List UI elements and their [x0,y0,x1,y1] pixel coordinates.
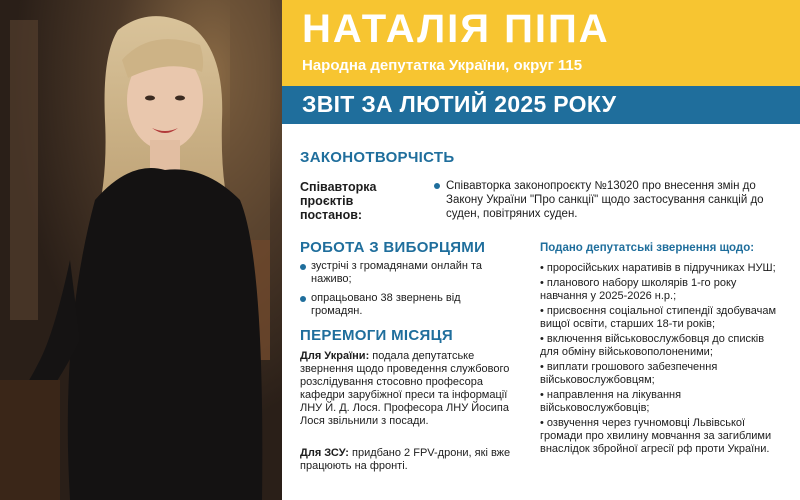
voters-title: РОБОТА З ВИБОРЦЯМИ [300,239,486,256]
appeals-title: Подано депутатські звернення щодо: [540,242,755,254]
wins-zsu [300,447,512,473]
report-title: ЗВІТ ЗА ЛЮТИЙ 2025 РОКУ [302,91,617,117]
list-item: • проросійських наративів в підручниках НУШ; [540,262,776,274]
report-content [282,124,800,500]
list-item: • озвучення через гучномовці Львівської громади про хвилину мовчання за загиблими внаслідок збройної агресії рф проти України. [540,417,772,455]
wins-ukraine-text: подала депутатське звернення щодо проведення службового розслідування стосовно професора кафедри зарубіжної преси та інформації ЛНУ Й. Д. Лося. Професора ЛНУ Йосипа Лося звільнили з посади. [300,350,510,427]
deputy-name: НАТАЛІЯ ПІПА [302,7,610,51]
bullet-icon [434,183,440,189]
portrait-photo [0,0,282,500]
portrait-illustration [0,0,282,500]
list-item: • виплати грошового забезпечення військовослужбовцям; [540,361,718,386]
appeals-list [540,262,780,458]
voters-item-text: опрацьовано 38 звернень від громадян. [311,292,461,317]
legislation-item-text: Співавторка законопроєкту №13020 про внесення змін до Закону України "Про санкції" щодо застосування санкцій до суден, повітряних суден. [446,180,764,220]
legislation-label: Співавторка проєктів постанов: [300,180,377,222]
legislation-item [434,179,790,221]
list-item: • присвоєння соціальної стипендії здобувачам вищої освіти, старших 18-ти років; [540,305,777,330]
wins-title: ПЕРЕМОГИ МІСЯЦЯ [300,327,453,344]
list-item [300,260,490,286]
bullet-icon [300,296,306,302]
deputy-subtitle: Народна депутатка України, округ 115 [302,57,583,74]
wins-zsu-text: придбано 2 FPV-дрони, які вже працюють на фронті. [300,447,511,472]
wins-ukraine [300,350,512,428]
header [282,0,800,86]
report-band [282,86,800,124]
list-item [300,292,490,318]
voters-item-text: зустрічі з громадянами онлайн та наживо; [311,260,483,285]
legislation-title: ЗАКОНОТВОРЧІСТЬ [300,149,455,166]
list-item: • направлення на лікування військовослужбовців; [540,389,682,414]
wins-zsu-label: Для ЗСУ: [300,447,349,459]
bullet-icon [300,264,306,270]
wins-ukraine-label: Для України: [300,350,370,362]
list-item: • планового набору школярів 1-го року навчання у 2025-2026 н.р.; [540,277,737,302]
voters-list [300,260,490,324]
list-item: • включення військовослужбовця до списків для обміну військовополоненими; [540,333,765,358]
